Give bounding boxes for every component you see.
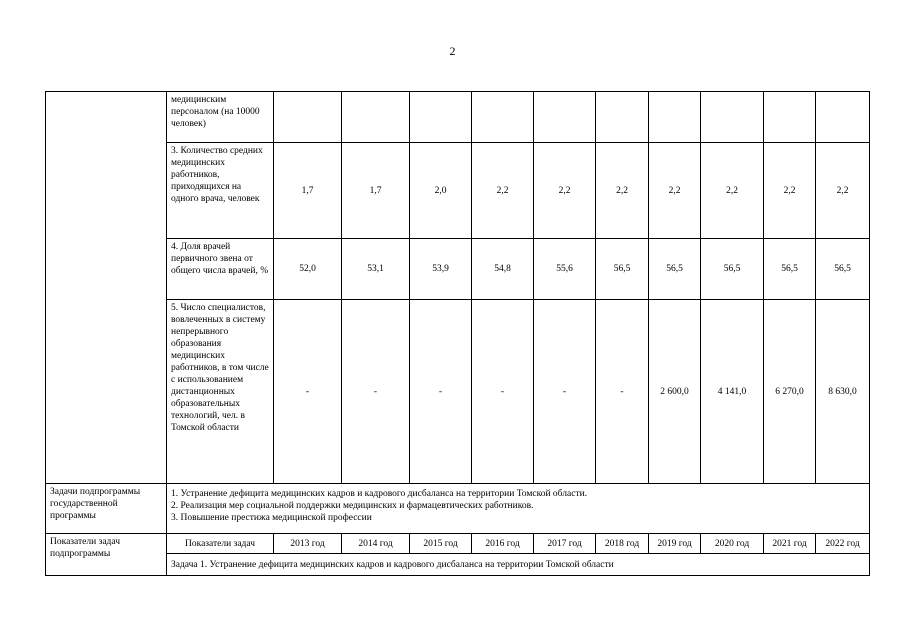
year-header-2015: 2015 год xyxy=(410,534,472,554)
year-header-2017: 2017 год xyxy=(534,534,596,554)
year-header-2016: 2016 год xyxy=(472,534,534,554)
year-header-2020: 2020 год xyxy=(701,534,764,554)
year-header-2021: 2021 год xyxy=(764,534,816,554)
task-indicators-header-row xyxy=(46,534,870,554)
task-item: 1. Устранение дефицита медицинских кадров и кадрового дисбаланса на территории Томской области. xyxy=(171,489,588,499)
task-indicators-label: Показатели задач подпрограммы xyxy=(46,534,167,576)
task1-title: Задача 1. Устранение дефицита медицинских кадров и кадрового дисбаланса на территории Томской области xyxy=(167,554,870,576)
indicator-value-2018: 2,2 xyxy=(596,143,649,239)
indicator-value-2019: 56,5 xyxy=(649,239,701,300)
program-indicators-table xyxy=(45,91,870,576)
indicator-value-2013: - xyxy=(274,300,342,484)
task-item: 3. Повышение престижа медицинской профессии xyxy=(171,513,372,523)
indicator-value-2015 xyxy=(410,92,472,143)
indicator-value-2021: 6 270,0 xyxy=(764,300,816,484)
indicator-value-2014: 1,7 xyxy=(342,143,410,239)
indicator-value-2013 xyxy=(274,92,342,143)
indicator-value-2021 xyxy=(764,92,816,143)
year-header-2018: 2018 год xyxy=(596,534,649,554)
indicator-value-2015: 53,9 xyxy=(410,239,472,300)
year-header-2022: 2022 год xyxy=(816,534,870,554)
indicator-value-2013: 1,7 xyxy=(274,143,342,239)
indicator-value-2018 xyxy=(596,92,649,143)
indicator-value-2016: 2,2 xyxy=(472,143,534,239)
indicator-value-2017: 2,2 xyxy=(534,143,596,239)
indicator-name: 3. Количество средних медицинских работников, приходящихся на одного врача, человек xyxy=(167,143,274,239)
indicator-value-2021: 2,2 xyxy=(764,143,816,239)
indicator-value-2019 xyxy=(649,92,701,143)
indicator-name: 5. Число специалистов, вовлеченных в систему непрерывного образования медицинских работников, в том числе с использованием дистанционных образовательных технологий, чел. в Томской области xyxy=(167,300,274,484)
indicator-value-2022: 56,5 xyxy=(816,239,870,300)
indicator-name: медицинским персоналом (на 10000 человек) xyxy=(167,92,274,143)
tasks-list xyxy=(167,484,870,534)
tasks-label: Задачи подпрограммы государственной программы xyxy=(46,484,167,534)
indicator-value-2014: - xyxy=(342,300,410,484)
indicator-row-3 xyxy=(46,143,870,239)
year-header-2014: 2014 год xyxy=(342,534,410,554)
indicator-value-2015: 2,0 xyxy=(410,143,472,239)
indicator-value-2013: 52,0 xyxy=(274,239,342,300)
indicator-value-2018: 56,5 xyxy=(596,239,649,300)
indicator-value-2016: - xyxy=(472,300,534,484)
indicator-value-2022: 8 630,0 xyxy=(816,300,870,484)
indicator-value-2016: 54,8 xyxy=(472,239,534,300)
indicator-value-2018: - xyxy=(596,300,649,484)
indicator-value-2019: 2 600,0 xyxy=(649,300,701,484)
indicator-value-2014: 53,1 xyxy=(342,239,410,300)
indicator-value-2020 xyxy=(701,92,764,143)
year-header-2019: 2019 год xyxy=(649,534,701,554)
indicator-value-2020: 4 141,0 xyxy=(701,300,764,484)
indicator-value-2017 xyxy=(534,92,596,143)
task-item: 2. Реализация мер социальной поддержки медицинских и фармацевтических работников. xyxy=(171,501,534,511)
indicator-row-2 xyxy=(46,92,870,143)
indicator-value-2015: - xyxy=(410,300,472,484)
indicator-value-2021: 56,5 xyxy=(764,239,816,300)
indicator-value-2016 xyxy=(472,92,534,143)
tasks-row xyxy=(46,484,870,534)
indicator-value-2017: 55,6 xyxy=(534,239,596,300)
task1-row xyxy=(46,554,870,576)
year-header-2013: 2013 год xyxy=(274,534,342,554)
indicator-value-2022: 2,2 xyxy=(816,143,870,239)
indicator-value-2019: 2,2 xyxy=(649,143,701,239)
indicator-value-2020: 2,2 xyxy=(701,143,764,239)
indicator-value-2020: 56,5 xyxy=(701,239,764,300)
page-number: 2 xyxy=(449,44,456,58)
task-indicators-header: Показатели задач xyxy=(167,534,274,554)
indicator-row-5 xyxy=(46,300,870,484)
indicator-value-2014 xyxy=(342,92,410,143)
indicator-name: 4. Доля врачей первичного звена от общего числа врачей, % xyxy=(167,239,274,300)
indicator-value-2017: - xyxy=(534,300,596,484)
indicator-value-2022 xyxy=(816,92,870,143)
indicator-row-4 xyxy=(46,239,870,300)
goal-indicators-label-cell xyxy=(46,92,167,484)
